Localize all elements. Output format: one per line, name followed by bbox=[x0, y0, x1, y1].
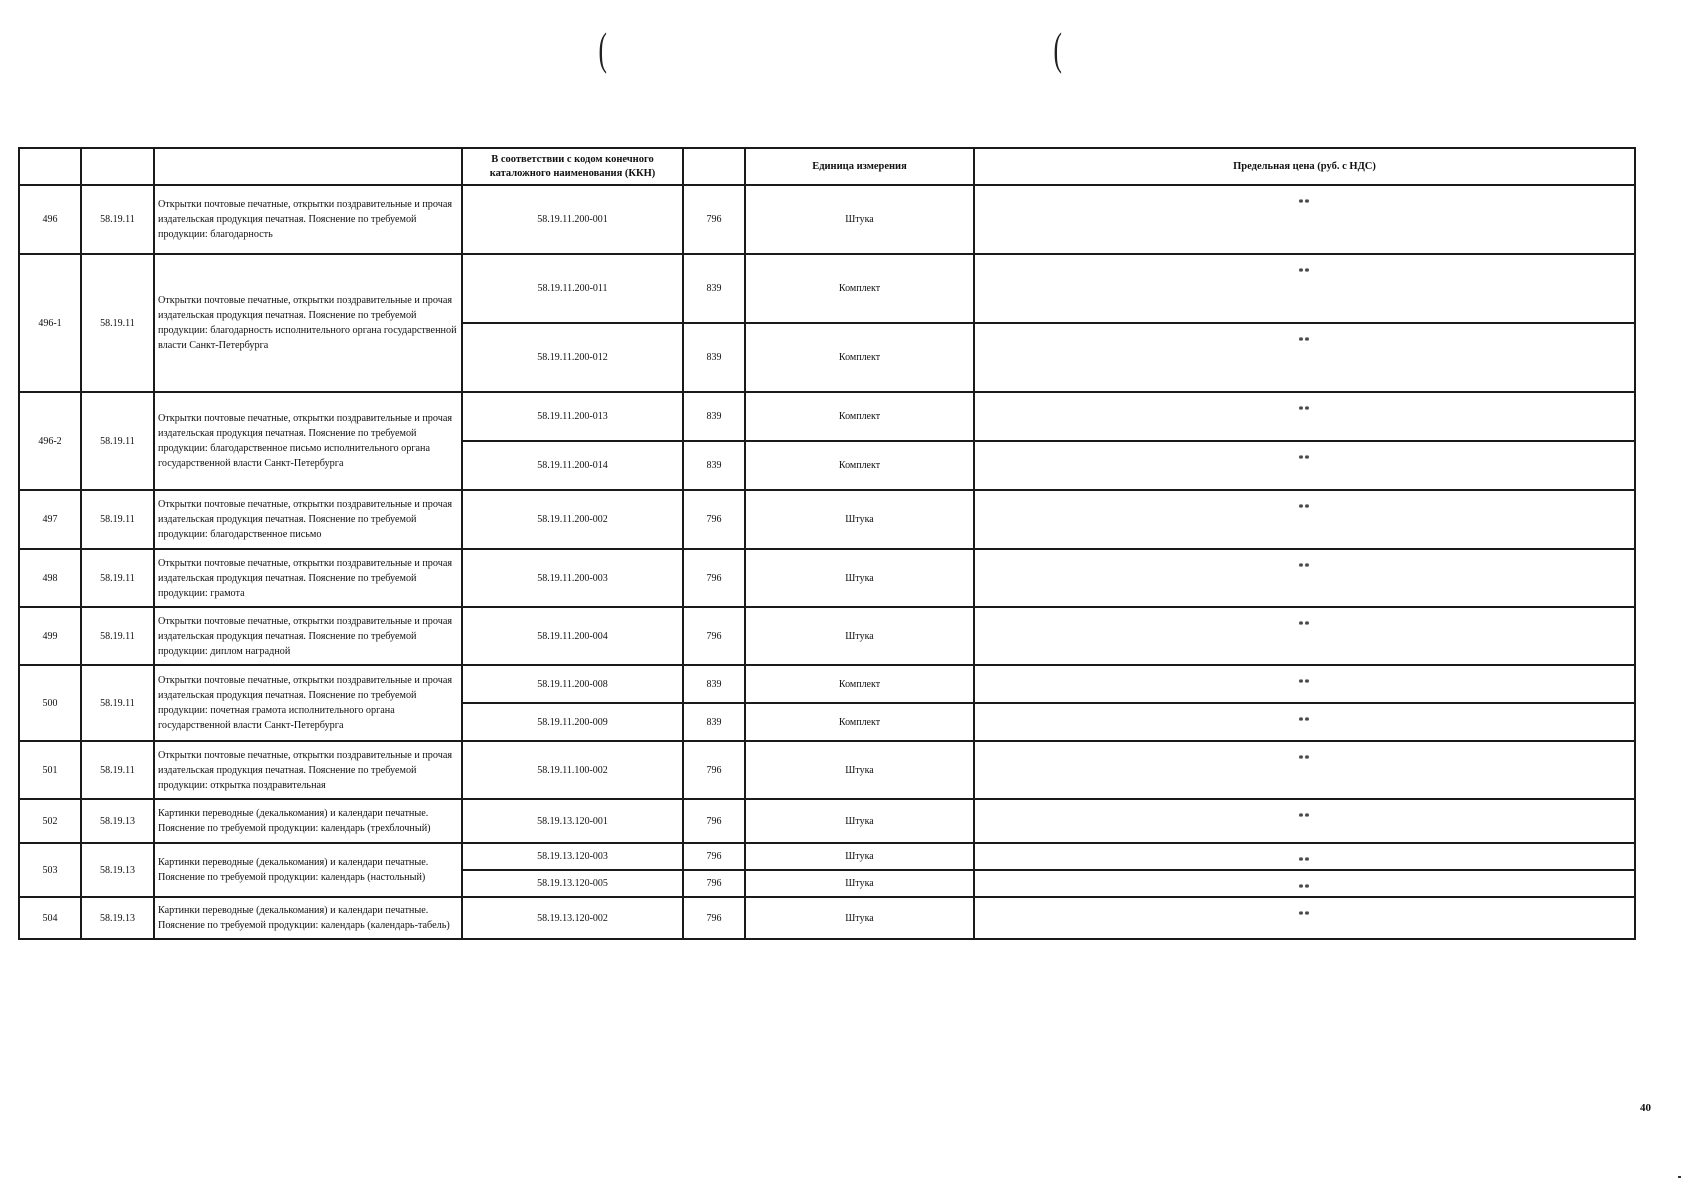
okei-code-cell: 796 bbox=[683, 490, 745, 549]
header-cell-price: Предельная цена (руб. с НДС) bbox=[974, 148, 1635, 185]
description-cell: Открытки почтовые печатные, открытки поздравительные и прочая издательская продукция печатная. Пояснение по требуемой продукции: открытка поздравительная bbox=[154, 741, 462, 799]
kkn-code-cell: 58.19.11.200-013 bbox=[462, 392, 683, 441]
okei-code-cell: 796 bbox=[683, 607, 745, 665]
kkn-code-cell: 58.19.11.200-011 bbox=[462, 254, 683, 323]
description-cell: Открытки почтовые печатные, открытки поздравительные и прочая издательская продукция печатная. Пояснение по требуемой продукции: благодарность исполнительного органа государственной власти Санкт-Петербурга bbox=[154, 254, 462, 392]
header-cell-unit: Единица измерения bbox=[745, 148, 974, 185]
unit-cell: Комплект bbox=[745, 665, 974, 703]
description-cell: Открытки почтовые печатные, открытки поздравительные и прочая издательская продукция печатная. Пояснение по требуемой продукции: благодарственное письмо bbox=[154, 490, 462, 549]
okpd-code-cell: 58.19.13 bbox=[81, 897, 154, 939]
price-cell: ** bbox=[974, 607, 1635, 665]
okpd-code-cell: 58.19.11 bbox=[81, 607, 154, 665]
unit-cell: Комплект bbox=[745, 392, 974, 441]
table-row bbox=[19, 843, 1635, 870]
kkn-code-cell: 58.19.11.200-014 bbox=[462, 441, 683, 490]
kkn-code-cell: 58.19.13.120-005 bbox=[462, 870, 683, 897]
table-row bbox=[19, 254, 1635, 323]
kkn-code-cell: 58.19.11.200-008 bbox=[462, 665, 683, 703]
okpd-code-cell: 58.19.11 bbox=[81, 254, 154, 392]
price-cell: ** bbox=[974, 741, 1635, 799]
row-number-cell: 498 bbox=[19, 549, 81, 607]
table-row bbox=[19, 549, 1635, 607]
unit-cell: Комплект bbox=[745, 254, 974, 323]
okpd-code-cell: 58.19.11 bbox=[81, 665, 154, 741]
table-header-row bbox=[19, 148, 1635, 185]
description-cell: Открытки почтовые печатные, открытки поздравительные и прочая издательская продукция печатная. Пояснение по требуемой продукции: грамота bbox=[154, 549, 462, 607]
table-row bbox=[19, 897, 1635, 939]
unit-cell: Штука bbox=[745, 549, 974, 607]
description-cell: Открытки почтовые печатные, открытки поздравительные и прочая издательская продукция печатная. Пояснение по требуемой продукции: диплом наградной bbox=[154, 607, 462, 665]
kkn-code-cell: 58.19.11.100-002 bbox=[462, 741, 683, 799]
row-number-cell: 502 bbox=[19, 799, 81, 843]
unit-cell: Штука bbox=[745, 897, 974, 939]
okpd-code-cell: 58.19.11 bbox=[81, 549, 154, 607]
kkn-code-cell: 58.19.11.200-004 bbox=[462, 607, 683, 665]
okpd-code-cell: 58.19.11 bbox=[81, 490, 154, 549]
price-cell: ** bbox=[974, 897, 1635, 939]
description-cell: Картинки переводные (декалькомания) и календари печатные. Пояснение по требуемой продукции: календарь (настольный) bbox=[154, 843, 462, 897]
row-number-cell: 496-2 bbox=[19, 392, 81, 490]
price-cell: ** bbox=[974, 392, 1635, 441]
okei-code-cell: 839 bbox=[683, 392, 745, 441]
row-number-cell: 503 bbox=[19, 843, 81, 897]
unit-cell: Штука bbox=[745, 490, 974, 549]
table-row bbox=[19, 741, 1635, 799]
okpd-code-cell: 58.19.13 bbox=[81, 843, 154, 897]
okei-code-cell: 796 bbox=[683, 897, 745, 939]
header-cell-kkn: В соответствии с кодом конечного каталожного наименования (ККН) bbox=[462, 148, 683, 185]
row-number-cell: 496-1 bbox=[19, 254, 81, 392]
unit-cell: Штука bbox=[745, 870, 974, 897]
row-number-cell: 501 bbox=[19, 741, 81, 799]
unit-cell: Комплект bbox=[745, 323, 974, 392]
table-row bbox=[19, 490, 1635, 549]
okpd-code-cell: 58.19.11 bbox=[81, 741, 154, 799]
price-cell: ** bbox=[974, 870, 1635, 897]
price-cell: ** bbox=[974, 843, 1635, 870]
price-table bbox=[18, 147, 1636, 940]
description-cell: Картинки переводные (декалькомания) и календари печатные. Пояснение по требуемой продукции: календарь (календарь-табель) bbox=[154, 897, 462, 939]
unit-cell: Комплект bbox=[745, 441, 974, 490]
okei-code-cell: 839 bbox=[683, 254, 745, 323]
kkn-code-cell: 58.19.11.200-012 bbox=[462, 323, 683, 392]
kkn-code-cell: 58.19.13.120-003 bbox=[462, 843, 683, 870]
kkn-code-cell: 58.19.11.200-009 bbox=[462, 703, 683, 741]
description-cell: Открытки почтовые печатные, открытки поздравительные и прочая издательская продукция печатная. Пояснение по требуемой продукции: благодарность bbox=[154, 185, 462, 254]
price-cell: ** bbox=[974, 549, 1635, 607]
page-number: 40 bbox=[1640, 1102, 1651, 1114]
price-cell: ** bbox=[974, 703, 1635, 741]
unit-cell: Штука bbox=[745, 799, 974, 843]
table-row bbox=[19, 665, 1635, 703]
row-number-cell: 500 bbox=[19, 665, 81, 741]
okei-code-cell: 796 bbox=[683, 799, 745, 843]
unit-cell: Комплект bbox=[745, 703, 974, 741]
price-cell: ** bbox=[974, 665, 1635, 703]
kkn-code-cell: 58.19.11.200-001 bbox=[462, 185, 683, 254]
header-cell-okpd bbox=[81, 148, 154, 185]
okei-code-cell: 796 bbox=[683, 549, 745, 607]
header-cell-okei bbox=[683, 148, 745, 185]
kkn-code-cell: 58.19.11.200-002 bbox=[462, 490, 683, 549]
table-row bbox=[19, 607, 1635, 665]
price-cell: ** bbox=[974, 254, 1635, 323]
okpd-code-cell: 58.19.13 bbox=[81, 799, 154, 843]
okei-code-cell: 796 bbox=[683, 870, 745, 897]
unit-cell: Штука bbox=[745, 185, 974, 254]
header-cell-number bbox=[19, 148, 81, 185]
description-cell: Картинки переводные (декалькомания) и календари печатные. Пояснение по требуемой продукции: календарь (трехблочный) bbox=[154, 799, 462, 843]
okei-code-cell: 839 bbox=[683, 441, 745, 490]
unit-cell: Штука bbox=[745, 607, 974, 665]
okei-code-cell: 796 bbox=[683, 843, 745, 870]
row-number-cell: 496 bbox=[19, 185, 81, 254]
description-cell: Открытки почтовые печатные, открытки поздравительные и прочая издательская продукция печатная. Пояснение по требуемой продукции: почетная грамота исполнительного органа государственной власти Санкт-Петербурга bbox=[154, 665, 462, 741]
price-cell: ** bbox=[974, 490, 1635, 549]
unit-cell: Штука bbox=[745, 843, 974, 870]
unit-cell: Штука bbox=[745, 741, 974, 799]
row-number-cell: 504 bbox=[19, 897, 81, 939]
okpd-code-cell: 58.19.11 bbox=[81, 185, 154, 254]
okei-code-cell: 796 bbox=[683, 741, 745, 799]
okei-code-cell: 839 bbox=[683, 323, 745, 392]
table-row bbox=[19, 392, 1635, 441]
price-cell: ** bbox=[974, 799, 1635, 843]
bracket-mark-right: ( bbox=[1053, 23, 1062, 74]
price-cell: ** bbox=[974, 441, 1635, 490]
description-cell: Открытки почтовые печатные, открытки поздравительные и прочая издательская продукция печатная. Пояснение по требуемой продукции: благодарственное письмо исполнительного органа государственной власти Санкт-Петербурга bbox=[154, 392, 462, 490]
okei-code-cell: 839 bbox=[683, 665, 745, 703]
bracket-mark-left: ( bbox=[598, 23, 607, 74]
price-cell: ** bbox=[974, 185, 1635, 254]
table-row bbox=[19, 185, 1635, 254]
row-number-cell: 499 bbox=[19, 607, 81, 665]
okpd-code-cell: 58.19.11 bbox=[81, 392, 154, 490]
row-number-cell: 497 bbox=[19, 490, 81, 549]
price-cell: ** bbox=[974, 323, 1635, 392]
kkn-code-cell: 58.19.11.200-003 bbox=[462, 549, 683, 607]
table-row bbox=[19, 799, 1635, 843]
scan-dot bbox=[1678, 1176, 1681, 1178]
kkn-code-cell: 58.19.13.120-002 bbox=[462, 897, 683, 939]
okei-code-cell: 839 bbox=[683, 703, 745, 741]
kkn-code-cell: 58.19.13.120-001 bbox=[462, 799, 683, 843]
header-cell-description bbox=[154, 148, 462, 185]
okei-code-cell: 796 bbox=[683, 185, 745, 254]
